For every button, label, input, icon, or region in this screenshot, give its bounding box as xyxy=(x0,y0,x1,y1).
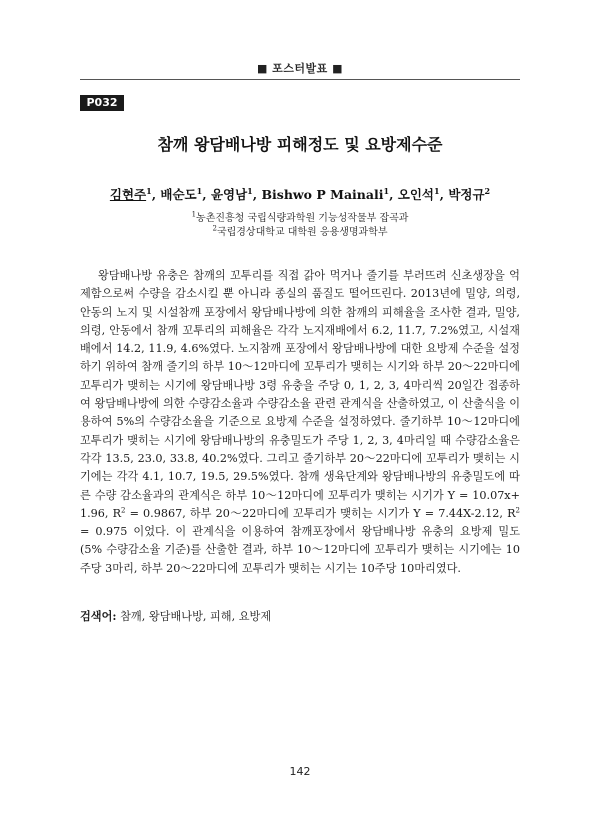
author-affil-sup: 1 xyxy=(146,185,152,196)
r-squared-sup: 2 xyxy=(515,506,520,515)
abstract-part-3: = 0.975 이었다. 이 관계식을 이용하여 참깨포장에서 왕담배나방 유충의 요방제 밀도 (5% 수량감소율 기준)를 산출한 결과, 하부 10～12마디에 꼬투리가 맺히는 시기에는 10주당 3마리, 하부 20～22마디에 꼬투리가 맺히는 시기는 10주당 10마리였다. xyxy=(80,525,520,575)
author-affil-sup: 1 xyxy=(247,185,253,196)
author-affil-sup: 2 xyxy=(484,185,491,196)
header-rule xyxy=(80,79,520,80)
author-affil-sup: 1 xyxy=(434,185,440,196)
affiliation-2 xyxy=(60,223,540,238)
author-name: 김현주 xyxy=(109,187,147,202)
abstract-body xyxy=(80,267,520,578)
author-affil-sup: 1 xyxy=(196,185,203,196)
keywords xyxy=(80,608,520,624)
author-name: 윤영남 xyxy=(210,187,248,202)
affiliation-text: 국립경상대학교 대학원 응용생명과학부 xyxy=(216,227,388,238)
author-list: 김현주$^1$, 배순도$^1$, 윤영남$^1$, Bishwo P Mainali$^1$, 오인석$^1$, 박정규$^2$ xyxy=(109,185,491,202)
affiliation-1 xyxy=(60,209,540,224)
affiliation-text: 농촌진흥청 국립식량과학원 기능성작물부 잡곡과 xyxy=(196,213,409,224)
author-name: 오인석 xyxy=(397,187,435,202)
keywords-text: 참깨, 왕담배나방, 피해, 요방제 xyxy=(116,610,272,623)
affiliation-sup: 1 xyxy=(191,210,197,219)
r-squared-sup: 2 xyxy=(121,506,126,515)
paper-title: 참깨 왕담배나방 피해정도 및 요방제수준 xyxy=(157,135,443,154)
author-affil-sup: 1 xyxy=(383,185,390,196)
abstract-part-2: = 0.9867, 하부 20～22마디에 꼬투리가 맺히는 시기가 Y = 7.44X-2.12, R xyxy=(125,506,516,520)
author-name: Bishwo P Mainali xyxy=(261,187,384,202)
author-name: 배순도 xyxy=(160,187,197,202)
page-number: 142 xyxy=(289,765,311,778)
affiliation-sup: 2 xyxy=(212,224,217,233)
keywords-label: 검색어: xyxy=(80,609,117,623)
abstract-part-1: 왕담배나방 유충은 참깨의 꼬투리를 직접 갉아 먹거나 줄기를 부러뜨려 신초생장을 억제함으로써 수량을 감소시킬 뿐 아니라 종실의 품질도 떨어뜨린다. 2013년에 밀양, 의령, 안동의 노지 및 시설참깨 포장에서 왕담배나방에 의한 참깨의 피해율을 조사한 결과, 밀양, 의령, 안동에서 참깨 꼬투리의 피해율은 각각 노지재배에서 6.2, 11.7, 7.2%였고, 시설재배에서 14.2, 11.9, 4.6%였다. 노지참깨 포장에서 왕담배나방에 대한 요방제 수준을 설정하기 위하여 참깨 줄기의 하부 10～12마디에 꼬투리가 맺히는 시기와 하부 20～22마디에 꼬투리가 맺히는 시기에 왕담배나방 3령 유충을 주당 0, 1, 2, 3, 4마리씩 20일간 접종하여 왕담배나방에 의한 수량감소율과 수량감소율 관련 관계식을 산출하였고, 이 산출식을 이용하여 5%의 수량감소율을 기준으로 요방제 수준을 설정하였다. 줄기하부 10～12마디에 꼬투리가 맺히는 시기에 왕담배나방의 유충밀도가 주당 1, 2, 3, 4마리일 때 수량감소율은 각각 13.5, 23.0, 33.8, 40.2%였다. 그리고 줄기하부 20～22마디에 꼬투리가 맺히는 시기에는 각각 4.1, 10.7, 19.5, 29.5%였다. 참깨 생육단계와 왕담배나방의 유충밀도에 따른 수량 감소율과의 관계식은 하부 10～12마디에 꼬투리가 맺히는 시기가 Y = 10.07x+1.96, R xyxy=(80,269,520,520)
section-header: ■ 포스터발표 ■ xyxy=(256,62,344,75)
poster-id-badge: P032 xyxy=(80,95,124,111)
author-name: 박정규 xyxy=(448,187,485,202)
